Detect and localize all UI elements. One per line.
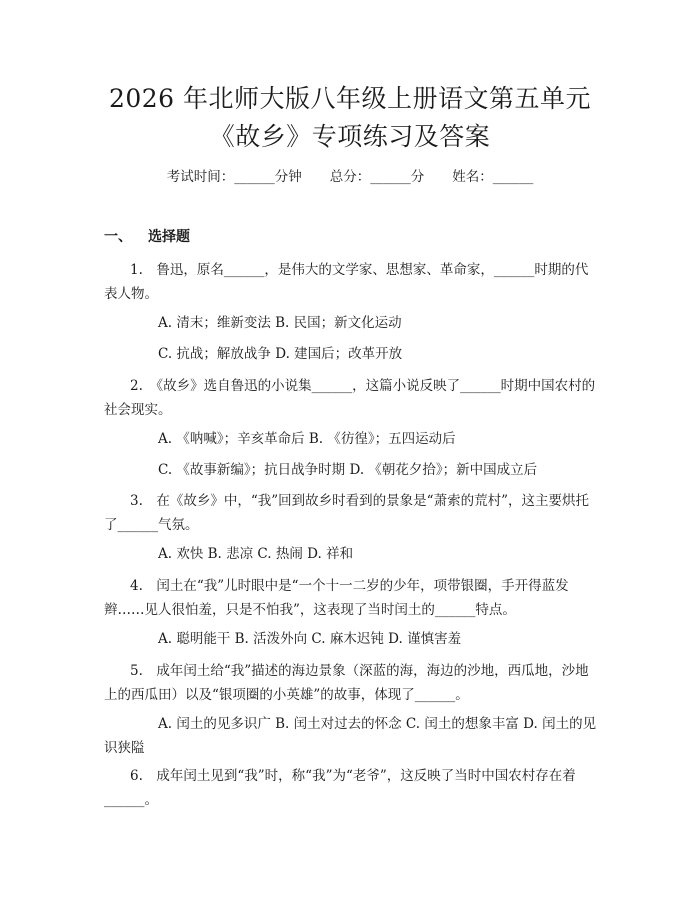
question-2: 2. 《故乡》选自鲁迅的小说集______，这篇小说反映了______时期中国农村的社会现实。 — [104, 378, 596, 418]
question-2-options-ab: A. 《呐喊》；辛亥革命后 B. 《彷徨》；五四运动后 — [158, 431, 456, 447]
question-4: 4. 闰土在“我”儿时眼中是“一个十一二岁的少年，项带银圈，手开得蓝发辫……见人很怕羞，只是不怕我”，这表现了当时闰土的______特点。 — [104, 578, 569, 618]
question-1: 1. 鲁迅，原名______，是伟大的文学家、思想家、革命家，______时期的代表人物。 — [104, 262, 589, 302]
question-1-options-cd: C. 抗战；解放战争 D. 建国后；改革开放 — [158, 346, 403, 362]
question-5: 5. 成年闰土给“我”描述的海边景象（深蓝的海，海边的沙地，西瓜地，沙地上的西瓜田）以及“银项圈的小英雄”的故事，体现了______。 — [104, 663, 589, 703]
total-score-field: 总分：______分 — [329, 169, 425, 185]
page-title-line-1: 2026 年北师大版八年级上册语文第五单元 — [108, 84, 592, 113]
section-title: 选择题 — [148, 229, 190, 245]
question-1-options-ab: A. 清末；维新变法 B. 民国；新文化运动 — [158, 315, 402, 331]
question-5-options: A. 闰土的见多识广 B. 闰土对过去的怀念 C. 闰土的想象丰富 D. 闰土的见识狭隘 — [104, 716, 597, 756]
section-number: 一、 — [104, 229, 132, 245]
exam-meta-row — [0, 171, 700, 185]
exam-time-field: 考试时间：______分钟 — [166, 169, 302, 185]
section-heading — [104, 230, 190, 244]
question-6: 6. 成年闰土见到“我”时，称“我”为“老爷”，这反映了当时中国农村存在着______。 — [104, 768, 576, 808]
student-name-field: 姓名：______ — [452, 169, 534, 185]
question-3: 3. 在《故乡》中，“我”回到故乡时看到的景象是“萧索的荒村”，这主要烘托了______气氛。 — [104, 493, 589, 533]
question-3-options: A. 欢快 B. 悲凉 C. 热闹 D. 祥和 — [158, 546, 354, 562]
question-2-options-cd: C. 《故事新编》；抗日战争时期 D. 《朝花夕拾》；新中国成立后 — [158, 462, 538, 478]
page-title-line-2: 《故乡》专项练习及答案 — [209, 122, 491, 151]
question-4-options: A. 聪明能干 B. 活泼外向 C. 麻木迟钝 D. 谨慎害羞 — [158, 631, 462, 647]
